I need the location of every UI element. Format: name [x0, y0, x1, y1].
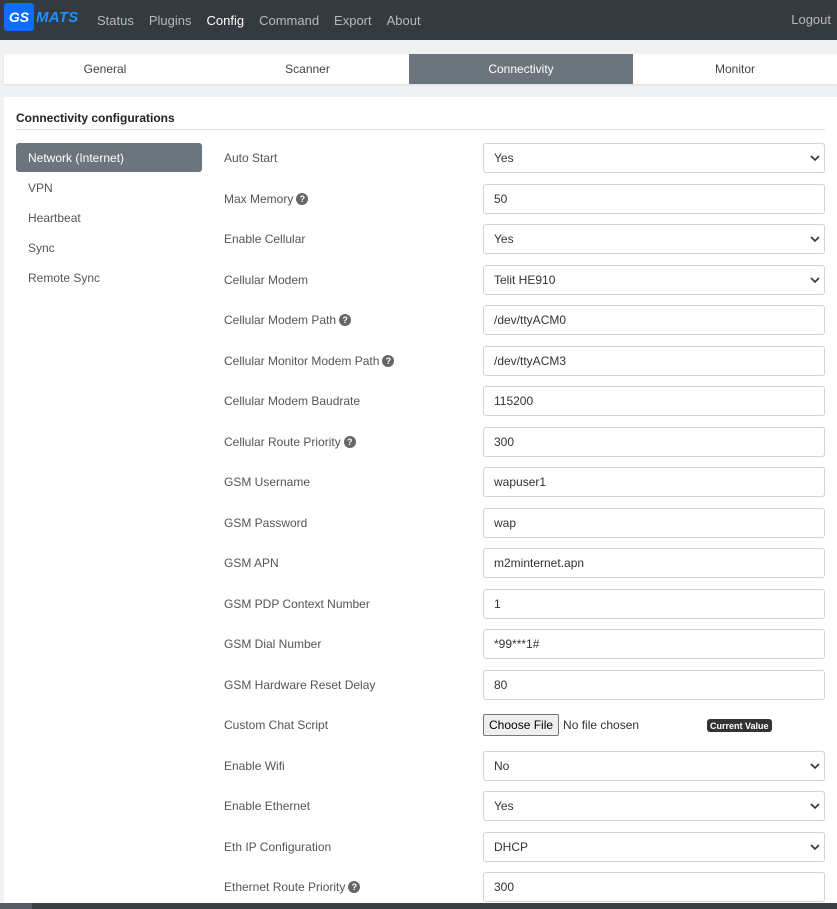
form-row-auto-start [224, 143, 825, 173]
eth-ip-configuration-select[interactable] [483, 832, 825, 862]
form-row-eth-ip-configuration [224, 832, 825, 862]
help-icon[interactable]: ? [296, 193, 308, 205]
scrollbar-thumb[interactable] [0, 903, 32, 909]
sidebar-item-remote-sync[interactable]: Remote Sync [28, 270, 101, 285]
input-value: /dev/ttyACM0 [494, 313, 567, 327]
field-label [224, 832, 331, 862]
gsm-pdp-context-number-input[interactable] [483, 589, 825, 619]
form-row-gsm-hardware-reset-delay [224, 670, 825, 700]
field-label [224, 346, 394, 376]
input-value: 1 [494, 596, 501, 611]
field-label [224, 670, 375, 700]
form-row-ethernet-route-priority [224, 872, 825, 902]
select-value: Yes [494, 799, 514, 813]
field-label [224, 872, 360, 902]
top-navbar [0, 0, 837, 40]
nav-link-about[interactable]: About [386, 12, 421, 28]
form-row-enable-cellular [224, 224, 825, 254]
logo-text: MATS [36, 8, 79, 26]
file-status: No file chosen [563, 718, 640, 732]
field-label [224, 224, 305, 254]
field-label [224, 548, 279, 578]
form-row-gsm-apn [224, 548, 825, 578]
field-label [224, 467, 310, 497]
input-value: 300 [494, 434, 515, 449]
chevron-down-icon [810, 275, 820, 285]
cellular-modem-select[interactable] [483, 265, 825, 295]
label-text: GSM Hardware Reset Delay [224, 677, 376, 692]
tab-monitor[interactable]: Monitor [714, 62, 755, 76]
label-text: GSM APN [224, 556, 279, 570]
label-text: Cellular Modem [224, 272, 309, 287]
help-icon[interactable]: ? [382, 355, 394, 367]
field-label [224, 791, 310, 821]
form-row-gsm-password [224, 508, 825, 538]
form-row-cellular-modem-path [224, 305, 825, 335]
sidebar-item-network[interactable]: Network (Internet) [16, 143, 202, 172]
enable-cellular-select[interactable] [483, 224, 825, 254]
help-icon[interactable]: ? [339, 314, 351, 326]
form-row-cellular-route-priority [224, 427, 825, 457]
label-text: Custom Chat Script [224, 718, 329, 732]
current-value-badge[interactable]: Current Value [707, 719, 772, 732]
input-value: 115200 [494, 394, 534, 408]
label-text: Eth IP Configuration [224, 839, 332, 854]
horizontal-scrollbar[interactable] [0, 903, 837, 909]
nav-link-command[interactable]: Command [259, 12, 320, 28]
help-icon[interactable]: ? [344, 436, 356, 448]
logout-link[interactable]: Logout [791, 12, 831, 27]
enable-ethernet-select[interactable] [483, 791, 825, 821]
gsm-password-input[interactable] [483, 508, 825, 538]
auto-start-select[interactable] [483, 143, 825, 173]
select-value: Yes [494, 151, 514, 165]
chevron-down-icon [810, 761, 820, 771]
chevron-down-icon [810, 234, 820, 244]
connectivity-card [4, 97, 837, 909]
logo-mark: GS [4, 3, 34, 31]
label-text: Auto Start [224, 151, 278, 165]
chevron-down-icon [810, 842, 820, 852]
label-text: Max Memory [224, 191, 294, 206]
select-value: Telit HE910 [494, 272, 556, 287]
config-tabs [4, 54, 837, 84]
field-label [224, 751, 285, 781]
label-text: GSM Password [224, 515, 308, 530]
cellular-monitor-modem-path-input[interactable] [483, 346, 825, 376]
form-row-enable-wifi [224, 751, 825, 781]
form-row-enable-ethernet [224, 791, 825, 821]
cellular-route-priority-input[interactable] [483, 427, 825, 457]
form-row-gsm-username [224, 467, 825, 497]
field-label [224, 305, 351, 335]
input-value: 50 [494, 191, 508, 206]
label-text: GSM PDP Context Number [224, 596, 370, 611]
gsm-apn-input[interactable] [483, 548, 825, 578]
card-title: Connectivity configurations [16, 111, 175, 125]
tab-scanner[interactable]: Scanner [285, 62, 330, 76]
sidebar-item-sync[interactable]: Sync [28, 240, 55, 255]
form-row-custom-chat-script [224, 710, 825, 740]
label-text: GSM Dial Number [224, 637, 322, 651]
gsm-username-input[interactable] [483, 467, 825, 497]
field-label [224, 386, 360, 416]
field-label [224, 710, 328, 740]
form-row-cellular-monitor-modem-path [224, 346, 825, 376]
app-logo[interactable] [4, 3, 80, 31]
custom-chat-script-file-input [483, 710, 825, 740]
label-text: Cellular Monitor Modem Path [224, 353, 380, 368]
input-value: *99***1# [494, 637, 540, 651]
enable-wifi-select[interactable] [483, 751, 825, 781]
input-value: wap [494, 515, 517, 530]
form-row-gsm-pdp-context-number [224, 589, 825, 619]
gsm-dial-number-input[interactable] [483, 629, 825, 659]
label-text: Ethernet Route Priority [224, 880, 346, 894]
field-label [224, 589, 370, 619]
form-row-gsm-dial-number [224, 629, 825, 659]
input-value: 300 [494, 880, 515, 894]
field-label [224, 508, 307, 538]
form-row-cellular-modem-baudrate [224, 386, 825, 416]
field-label [224, 265, 308, 295]
input-value: /dev/ttyACM3 [494, 353, 567, 368]
input-value: 80 [494, 677, 508, 692]
label-text: Cellular Route Priority [224, 434, 341, 449]
nav-link-config[interactable]: Config [206, 12, 245, 28]
chevron-down-icon [810, 801, 820, 811]
form-row-max-memory [224, 184, 825, 214]
nav-links [97, 0, 436, 40]
label-text: Enable Ethernet [224, 799, 311, 813]
cellular-modem-baudrate-input[interactable] [483, 386, 825, 416]
nav-link-export[interactable]: Export [334, 12, 372, 28]
choose-file-button[interactable]: Choose File [483, 714, 559, 736]
tab-connectivity[interactable]: Connectivity [409, 54, 633, 84]
field-label [224, 427, 356, 457]
input-value: wapuser1 [494, 475, 547, 489]
help-icon[interactable]: ? [348, 881, 360, 893]
label-text: Cellular Modem Path [224, 313, 337, 327]
sidebar-item-vpn[interactable]: VPN [28, 180, 53, 195]
sidebar-item-heartbeat[interactable]: Heartbeat [28, 210, 81, 225]
field-label [224, 143, 277, 173]
chevron-down-icon [810, 153, 820, 163]
gsm-hardware-reset-delay-input[interactable] [483, 670, 825, 700]
max-memory-input[interactable] [483, 184, 825, 214]
ethernet-route-priority-input[interactable] [483, 872, 825, 902]
card-divider [16, 129, 825, 130]
label-text: GSM Username [224, 475, 311, 489]
label-text: Cellular Modem Baudrate [224, 394, 361, 408]
label-text: Enable Wifi [224, 758, 285, 773]
cellular-modem-path-input[interactable] [483, 305, 825, 335]
tab-general[interactable]: General [83, 62, 127, 76]
select-value: DHCP [494, 839, 529, 854]
field-label [224, 629, 321, 659]
input-value: m2minternet.apn [494, 556, 585, 570]
form-row-cellular-modem [224, 265, 825, 295]
select-value: No [494, 758, 510, 773]
label-text: Enable Cellular [224, 232, 306, 246]
nav-link-plugins[interactable]: Plugins [148, 12, 192, 28]
select-value: Yes [494, 232, 514, 246]
nav-link-status[interactable]: Status [97, 12, 134, 28]
field-label [224, 184, 308, 214]
